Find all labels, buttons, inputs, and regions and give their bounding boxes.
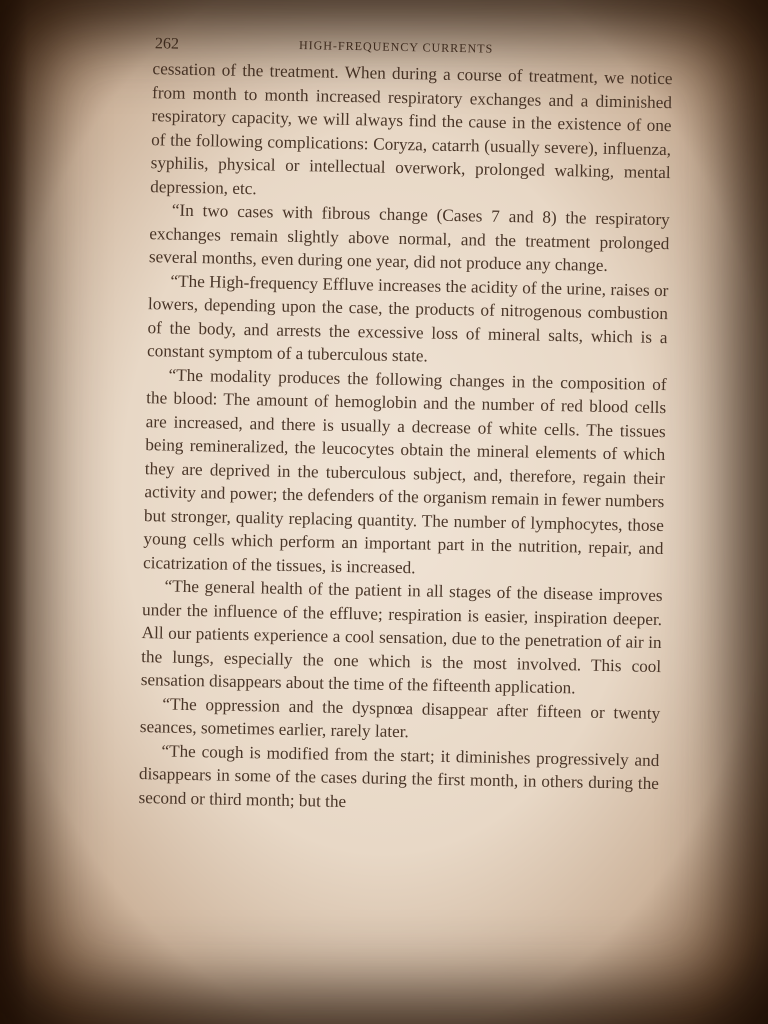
book-spine-shadow	[0, 0, 28, 1024]
book-page	[91, 30, 709, 1001]
paragraph: “The oppression and the dyspnœa disappear after fifteen or twenty seances, sometimes earlier, rarely later.	[139, 693, 661, 742]
paragraph: “In two cases with fibrous change (Cases 7 and 8) the respiratory exchanges remain slightly above normal, and the treatment prolonged several months, even during one year, did not produce any change.	[148, 200, 670, 275]
paragraph: cessation of the treatment. When during a course of treatment, we notice from month to month increased respiratory exchanges and a diminished respiratory capacity, we will always find the cause in the existence of one of the following complications: Coryza, catarrh (usually severe), influenza, syphilis, physical or intellectual overwork, prolonged walking, mental depression, etc.	[150, 59, 673, 198]
page-number: 262	[154, 35, 180, 53]
paragraph: “The modality produces the following changes in the composition of the blood: The amount of hemoglobin and the number of red blood cells are increased, and there is usually a decrease of white cells. The tissues being remineralized, the leucocytes obtain the mineral elements of which they are deprived in the tuberculous subject, and, therefore, regain their activity and power; the defenders of the organism remain in fewer numbers but stronger, quality replacing quantity. The number of lymphocytes, those young cells which perform an important part in the nutrition, repair, and cicatrization of the tissues, is increased.	[142, 365, 667, 577]
paragraph: “The High-frequency Effluve increases the acidity of the urine, raises or lowers, depending upon the case, the products of nitrogenous combustion of the body, and arrests the excessive loss of mineral salts, which is a constant symptom of a tuberculous state.	[146, 271, 669, 366]
paragraph: “The cough is modified from the start; it diminishes progressively and disappears in some of the cases during the first month, in others during the second or third month; but the	[138, 740, 660, 811]
body-text	[138, 57, 672, 819]
paragraph: “The general health of the patient in all stages of the disease improves under the influence of the effluve; respiration is easier, inspiration deeper. All our patients experience a cool sensation, due to the penetration of air in the lungs, especially the one which is the most involved. This cool sensation disappears about the time of the fifteenth application.	[140, 576, 663, 698]
running-title: HIGH-FREQUENCY CURRENTS	[298, 37, 494, 56]
